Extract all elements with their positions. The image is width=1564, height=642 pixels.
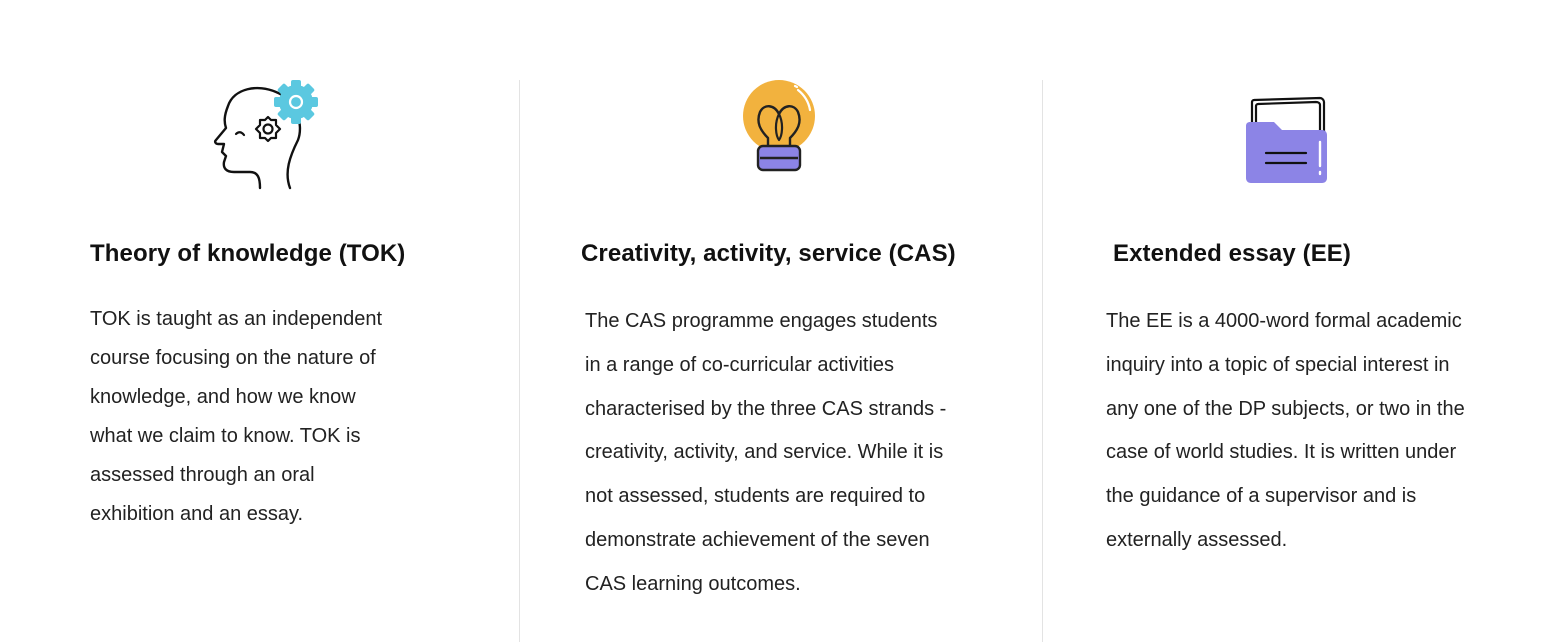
description-line: The CAS programme engages students <box>585 310 938 332</box>
description-line: not assessed, students are required to <box>585 485 926 508</box>
description-line: in a range of co-curricular activities <box>585 353 895 376</box>
description-line: externally assessed. <box>1106 528 1288 551</box>
description-line: assessed through an oral <box>90 464 315 486</box>
description-line: exhibition and an essay. <box>90 503 304 525</box>
head-gears-icon <box>210 80 320 192</box>
description-line: inquiry into a topic of special interest in <box>1106 353 1450 376</box>
column-divider <box>519 80 520 642</box>
description-line: TOK is taught as an independent <box>90 308 383 330</box>
description-line: course focusing on the nature of <box>90 347 376 369</box>
folder-document-icon <box>1244 94 1330 186</box>
description-line: demonstrate achievement of the seven <box>585 528 930 551</box>
description-line: characterised by the three CAS strands - <box>585 397 947 420</box>
description-line: what we claim to know. TOK is <box>90 425 361 447</box>
description-line: creativity, activity, and service. While it is <box>585 441 944 464</box>
description-line: the guidance of a supervisor and is <box>1106 485 1417 508</box>
description-line: any one of the DP subjects, or two in the <box>1106 397 1465 420</box>
tok-description <box>90 300 382 534</box>
cas-title: Creativity, activity, service (CAS) <box>581 240 956 267</box>
description-line: knowledge, and how we know <box>90 386 356 408</box>
cas-description <box>585 300 946 607</box>
ee-description <box>1106 300 1465 563</box>
tok-title: Theory of knowledge (TOK) <box>90 240 406 267</box>
ee-title: Extended essay (EE) <box>1113 240 1351 267</box>
lightbulb-icon <box>740 78 820 174</box>
description-line: case of world studies. It is written under <box>1106 441 1457 464</box>
column-divider <box>1042 80 1043 642</box>
description-line: The EE is a 4000-word formal academic <box>1106 310 1462 332</box>
description-line: CAS learning outcomes. <box>585 572 801 595</box>
